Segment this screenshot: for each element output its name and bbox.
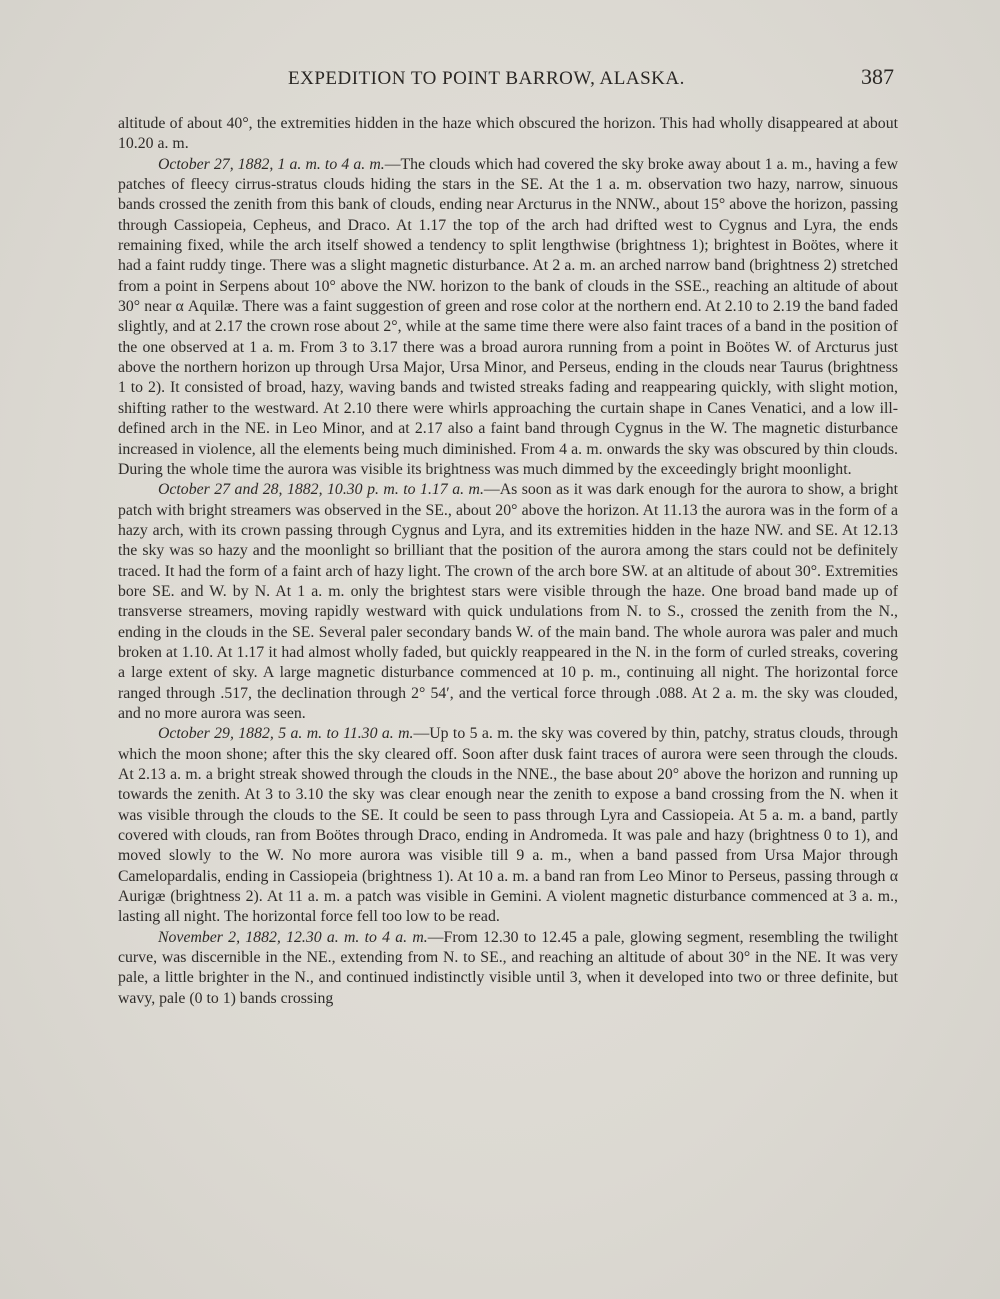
body-text <box>118 114 898 1009</box>
paragraph-text: altitude of about 40°, the extremities hidden in the haze which obscured the horizon. This had wholly disappeared at about 10.20 a. m. <box>118 115 898 153</box>
running-head: EXPEDITION TO POINT BARROW, ALASKA. <box>288 68 685 89</box>
paragraph-nov-2 <box>118 928 898 1009</box>
paragraph-text: —The clouds which had covered the sky broke away about 1 a. m., having a few patches of fleecy cirrus-stratus clouds hiding the stars in the SE. At the 1 a. m. observation two hazy, narrow, sinuous bands crossed the zenith from this bank of clouds, ending near Arcturus in the NNW., about 15° above the horizon, passing through Cassiopeia, Cepheus, and Draco. At 1.17 the top of the arch had drifted west to Cygnus and Lyra, the ends remaining fixed, while the arch itself showed a tendency to split lengthwise (brightness 1); brightest in Boötes, where it had a faint ruddy tinge. There was a slight magnetic disturbance. At 2 a. m. an arched narrow band (brightness 2) stretched from a point in Serpens about 10° above the NW. horizon to the bank of clouds in the SSE., reaching an altitude of about 30° near α Aquilæ. There was a faint suggestion of green and rose color at the northern end. At 2.10 to 2.19 the band faded slightly, and at 2.17 the crown rose about 2°, while at the same time there were also faint traces of a band in the position of the one observed at 1 a. m. From 3 to 3.17 there was a broad aurora running from a point in Boötes W. of Arcturus just above the northern horizon up through Ursa Major, Ursa Minor, and Perseus, ending in the clouds near Taurus (brightness 1 to 2). It consisted of broad, hazy, waving bands and twisted streaks fading and reappearing quickly, with slight motion, shifting rather to the westward. At 2.10 there were whirls approaching the curtain shape in Canes Venatici, and a low ill-defined arch in the NE. in Leo Minor, and at 2.17 also a faint band through Cygnus in the W. The magnetic disturbance increased in violence, all the elements being much diminished. From 4 a. m. onwards the sky was obscured by thin clouds. During the whole time the aurora was visible its brightness was much dimmed by the exceedingly bright moonlight. <box>118 155 898 478</box>
page-header <box>118 64 898 98</box>
page-number: 387 <box>861 64 894 89</box>
paragraph-oct-27-morning <box>118 155 898 481</box>
entry-date: October 27 and 28, 1882, 10.30 p. m. to 1.17 a. m. <box>158 481 484 499</box>
entry-date: November 2, 1882, 12.30 a. m. to 4 a. m. <box>158 928 428 946</box>
paragraph-text: —From 12.30 to 12.45 a pale, glowing segment, resembling the twilight curve, was discernible in the NE., extending from N. to SE., and reaching an altitude of about 30° in the NE. It was very pale, a little brighter in the N., and continued indistinctly visible until 3, when it developed into two or three definite, but wavy, pale (0 to 1) bands crossing <box>118 928 898 1007</box>
paragraph-continuation <box>118 114 898 155</box>
entry-date: October 29, 1882, 5 a. m. to 11.30 a. m. <box>158 725 414 743</box>
paragraph-oct-29 <box>118 724 898 927</box>
paragraph-text: —Up to 5 a. m. the sky was covered by thin, patchy, stratus clouds, through which the moon shone; after this the sky cleared off. Soon after dusk faint traces of aurora were seen through the clouds. At 2.13 a. m. a bright streak showed through the clouds in the NNE., the base about 20° above the horizon and running up towards the zenith. At 3 to 3.10 the sky was clear enough near the zenith to expose a band crossing from the N. when it was visible through the clouds to the SE. It could be seen to pass through Lyra and Cassiopeia. At 5 a. m. a band, partly covered with clouds, ran from Boötes through Draco, ending in Andromeda. It was pale and hazy (brightness 0 to 1), and moved slowly to the W. No more aurora was visible till 9 a. m., when a band passed from Ursa Major through Camelopardalis, ending in Cassiopeia (brightness 1). At 10 a. m. a band ran from Leo Minor to Perseus, passing through α Aurigæ (brightness 2). At 11 a. m. a patch was visible in Gemini. A violent magnetic disturbance commenced at 3 a. m., lasting all night. The horizontal force fell too low to be read. <box>118 725 898 926</box>
paragraph-oct-27-28-night <box>118 480 898 724</box>
entry-date: October 27, 1882, 1 a. m. to 4 a. m. <box>158 155 385 173</box>
paragraph-text: —As soon as it was dark enough for the aurora to show, a bright patch with bright streamers was observed in the SE., about 20° above the horizon. At 11.13 the aurora was in the form of a hazy arch, with its crown passing through Cygnus and Lyra, and its extremities hidden in the haze NW. and SE. At 12.13 the sky was so hazy and the moonlight so brilliant that the position of the aurora among the stars could not be definitely traced. It had the form of a faint arch of hazy light. The crown of the arch bore SW. at an altitude of about 30°. Extremities bore SE. and W. by N. At 1 a. m. only the brightest stars were visible through the haze. One broad band made up of transverse streamers, moving rapidly westward with quick undulations from N. to S., crossed the zenith from the N., ending in the clouds in the SE. Several paler secondary bands W. of the main band. The whole aurora was paler and much broken at 1.10. At 1.17 it had almost wholly faded, but quickly reappeared in the N. in the form of curled streaks, covering a large extent of sky. A large magnetic disturbance commenced at 10 p. m., continuing all night. The horizontal force ranged through .517, the declination through 2° 54′, and the vertical force through .088. At 2 a. m. the sky was clouded, and no more aurora was seen. <box>118 481 899 722</box>
